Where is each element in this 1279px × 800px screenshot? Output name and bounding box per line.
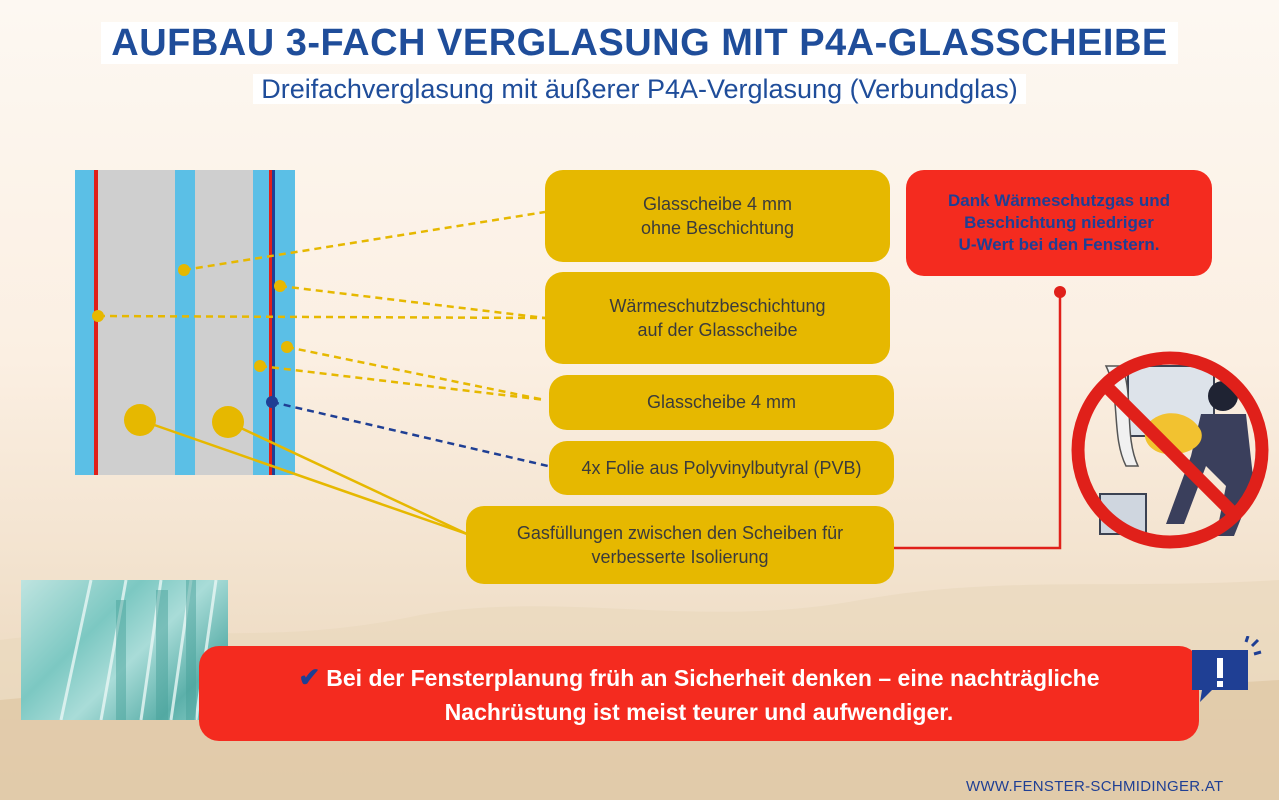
safety-banner: ✔ Bei der Fensterplanung früh an Sicherheit denken – eine nachträgliche Nachrüstung ist meist teurer und aufwendiger. [199,646,1199,741]
note-u-value: Dank Wärmeschutzgas und Beschichtung niedriger U-Wert bei den Fenstern. [906,170,1212,276]
marker-coating-inner [274,280,286,292]
pvb-foil-line [272,170,275,475]
marker-gas-1 [124,404,156,436]
marker-gas-2 [212,406,244,438]
note-connector [894,292,1060,548]
coating-line-outer [94,170,98,475]
marker-glass-uncoated [178,264,190,276]
label-glass-uncoated: Glasscheibe 4 mm ohne Beschichtung [545,170,890,262]
website-footer: WWW.FENSTER-SCHMIDINGER.AT [966,778,1224,795]
check-icon: ✔ [298,662,321,693]
alert-icon [1186,636,1262,712]
marker-glass-4mm-a [281,341,293,353]
page-subtitle: Dreifachverglasung mit äußerer P4A-Verglasung (Verbundglas) [0,74,1279,105]
glass-edge-photo [21,580,228,720]
label-glass-4mm: Glasscheibe 4 mm [549,375,894,430]
marker-coating-outer [92,310,104,322]
page-title: AUFBAU 3-FACH VERGLASUNG MIT P4A-GLASSCHEIBE [0,22,1279,65]
coating-line-inner [269,170,272,475]
outer-glass-pane [75,170,95,475]
middle-glass-pane [175,170,195,475]
label-heat-coating: Wärmeschutzbeschichtung auf der Glasscheibe [545,272,890,364]
marker-glass-4mm-b [254,360,266,372]
label-gas-filling: Gasfüllungen zwischen den Scheiben für verbesserte Isolierung [466,506,894,584]
marker-pvb [266,396,278,408]
label-pvb-foil: 4x Folie aus Polyvinylbutyral (PVB) [549,441,894,495]
no-burglar-icon [1066,346,1274,554]
